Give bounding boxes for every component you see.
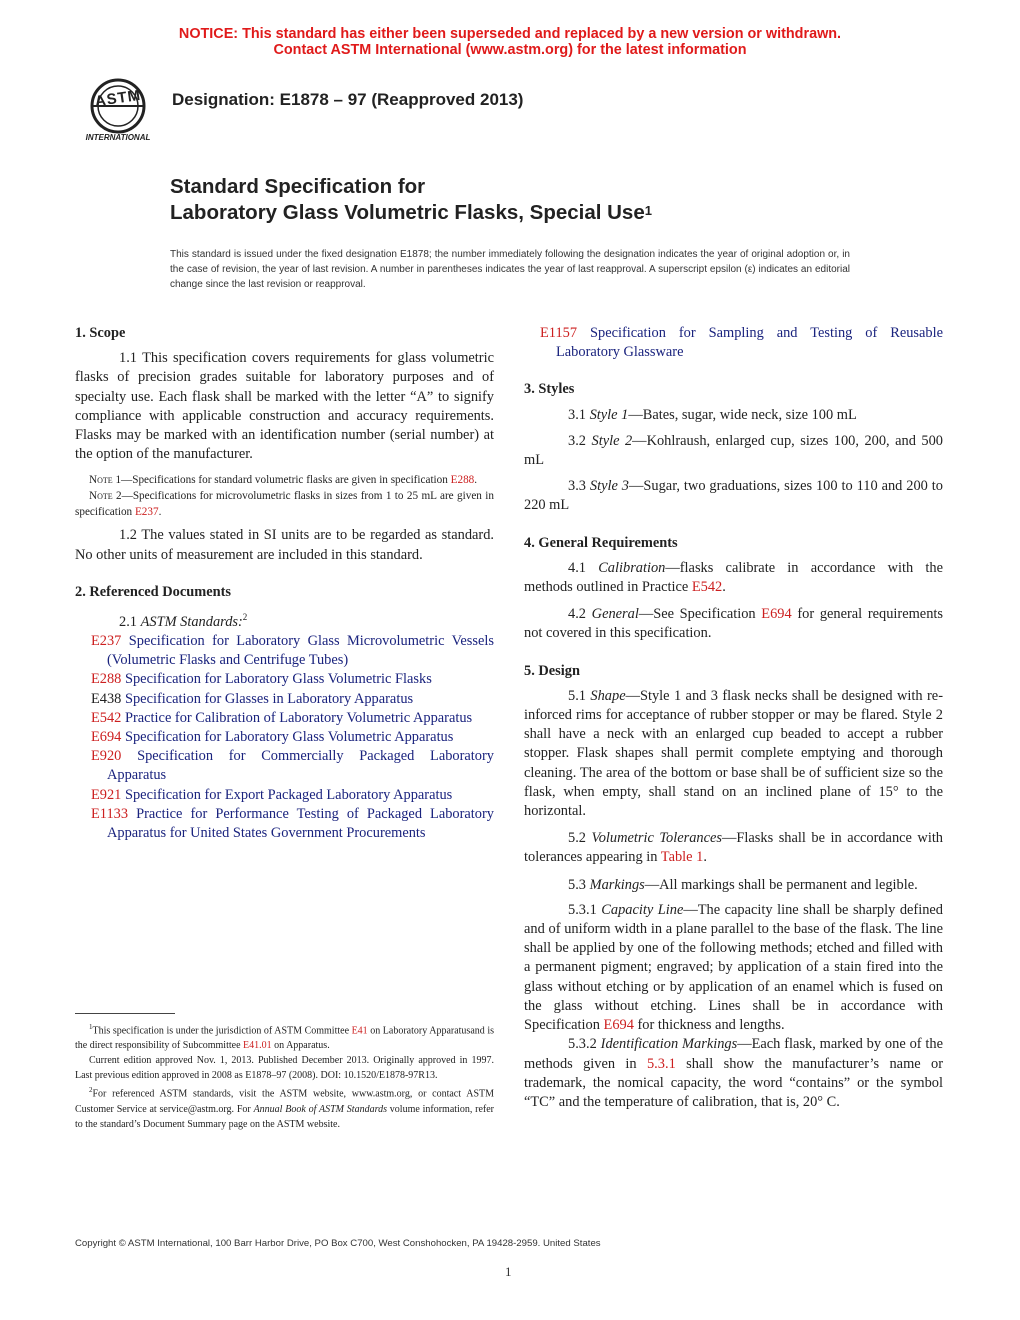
page-number: 1 [505, 1264, 512, 1279]
general-4-2: 4.2 General—See Specification E694 for general requirements not covered in this specification. [524, 606, 943, 642]
style-item [524, 432, 943, 470]
reference-item [75, 747, 494, 785]
design-5-3-2: 5.3.2 Identification Markings—Each flask, marked by one of the methods given in 5.3.1 shall show the manufacturer’s name or trademark, the nomical capacity, the word “contains” or the symbol “TC” and the temperature of calibration, that is, 20° C. [524, 1036, 943, 1110]
document-title [170, 174, 652, 226]
design-5-1: 5.1 Shape—Style 1 and 3 flask necks shall be designed with re-inforced rims for acceptance of rubber stopper or may be flared. Style 2 shall have a neck with an enlarged cup beaded to accept a rubber stopper. Flask shapes shall permit complete emptying and thorough cleaning. The area of the bottom or base shall be of sufficient size so the flask, when empty, shall stand on an inclined plane of 15° to the horizontal. [524, 687, 943, 820]
footnote-divider [75, 1013, 175, 1014]
link-e41[interactable]: E41 [351, 1025, 368, 1037]
left-column [75, 324, 494, 843]
logo-wordmark: ASTM [93, 86, 143, 111]
reference-item [75, 632, 494, 670]
reference-code-link[interactable]: E920 [91, 748, 122, 765]
reference-code-link[interactable]: E288 [91, 671, 122, 688]
general-4-1: 4.1 Calibration—flasks calibrate in accordance with the methods outlined in Practice E542. [524, 559, 943, 596]
reference-item [75, 728, 494, 747]
notice-line-1: NOTICE: This standard has either been superseded and replaced by a new version or withdrawn. [178, 26, 842, 42]
reference-list-continued [524, 324, 943, 362]
reference-code-link[interactable]: E694 [91, 729, 122, 746]
reference-title-link[interactable]: Specification for Export Packaged Laboratory Apparatus [121, 786, 453, 803]
footnote-2: $^2$For referenced ASTM standards, visit the ASTM website, www.astm.org, or contact ASTM Customer Service at service@astm.org. For Annual Book of ASTM Standards volume information, refer to the standard’s Document Summary page on the ASTM website. [75, 1086, 494, 1130]
reference-item [524, 324, 943, 362]
link-table-1[interactable]: Table 1 [660, 849, 704, 866]
reference-code-link: E438 [91, 690, 122, 707]
reference-item [75, 805, 494, 843]
link-e41-01[interactable]: E41.01 [243, 1040, 272, 1052]
copyright: Copyright © ASTM International, 100 Barr Harbor Drive, PO Box C700, West Conshohocken, PA 19428-2959. United States [75, 1238, 601, 1249]
scope-1-1: 1.1 This specification covers requirements for glass volumetric flasks of precision grades suitable for laboratory purposes and of specialty use. Each flask shall be marked with the letter “A” to signify compliance with applicable construction and accuracy requirements. Flasks may be marked with an identification number (serial number) at the option of the manufacturer. [75, 350, 494, 463]
link-e694[interactable]: E694 [761, 606, 792, 623]
style-text: —Bates, sugar, wide neck, size 100 mL [628, 406, 857, 423]
style-number: 3.3 [568, 478, 590, 495]
reference-title-link[interactable]: Specification for Laboratory Glass Volumetric Apparatus [121, 729, 454, 746]
reference-item [75, 670, 494, 689]
footnotes [75, 1020, 494, 1132]
link-e542[interactable]: E542 [691, 579, 723, 596]
title-footnote-ref[interactable]: 1 [644, 203, 652, 218]
design-heading: 5. Design [524, 662, 580, 679]
styles-heading: 3. Styles [524, 381, 575, 398]
refdocs-heading: 2. Referenced Documents [75, 583, 231, 600]
reference-item [75, 786, 494, 805]
title-line-2: Laboratory Glass Volumetric Flasks, Special Use$^1$ [170, 201, 652, 224]
right-column [524, 324, 943, 1112]
withdrawal-notice [0, 26, 1020, 58]
style-item [524, 477, 943, 515]
reference-title-link[interactable]: Specification for Laboratory Glass Microvolumetric Vessels (Volumetric Flasks and Centrifuge Tubes) [107, 633, 494, 669]
reference-title-link[interactable]: Specification for Laboratory Glass Volumetric Flasks [121, 671, 432, 688]
link-e288[interactable]: E288 [450, 474, 475, 487]
footnote-1-edition: Current edition approved Nov. 1, 2013. Published December 2013. Originally approved in 1997. Last previous edition approved in 2008 as E1878–97 (2008). DOI: 10.1520/E1878-97R13. [75, 1055, 494, 1082]
astm-logo [72, 76, 164, 146]
general-heading: 4. General Requirements [524, 534, 678, 551]
reference-code-link[interactable]: E542 [91, 709, 122, 726]
reference-item [75, 709, 494, 728]
style-text: —Kohlraush, enlarged cup, sizes 100, 200, and 500 mL [524, 432, 943, 469]
style-label: Style 2 [591, 432, 633, 449]
style-number: 3.1 [568, 406, 590, 423]
link-5-3-1[interactable]: 5.3.1 [646, 1055, 676, 1072]
reference-list [75, 632, 494, 843]
issuance-statement: This standard is issued under the fixed designation E1878; the number immediately following the designation indicates the year of original adoption or, in the case of revision, the year of last revision. A number in parentheses indicates the year of last reapproval. A superscript epsilon (ε) indicates an editorial change since the last revision or reapproval. [170, 249, 850, 290]
styles-list [524, 406, 943, 516]
reference-code-link[interactable]: E237 [91, 633, 122, 650]
reference-title-link[interactable]: Specification for Commercially Packaged Laboratory Apparatus [107, 748, 494, 784]
style-label: Style 3 [589, 478, 630, 495]
title-line-1: Standard Specification for [170, 175, 426, 198]
style-number: 3.2 [568, 432, 592, 449]
reference-code-link[interactable]: E1133 [91, 805, 129, 822]
reference-title-link[interactable]: Practice for Performance Testing of Packaged Laboratory Apparatus for United States Government Procurements [107, 805, 494, 842]
link-e237[interactable]: E237 [134, 506, 159, 519]
design-5-3: 5.3 Markings—All markings shall be permanent and legible. [568, 876, 918, 893]
style-label: Style 1 [589, 406, 629, 423]
logo-subtext: INTERNATIONAL [85, 133, 151, 142]
note-1: Note 1—Specifications for standard volumetric flasks are given in specification E288. [89, 474, 478, 487]
note-2: Note 2—Specifications for microvolumetric flasks in sizes from 1 to 25 mL are given in specification E237. [75, 490, 494, 519]
notice-line-2: Contact ASTM International (www.astm.org) for the latest information [273, 42, 747, 58]
reference-title-link[interactable]: Practice for Calibration of Laboratory Volumetric Apparatus [121, 709, 473, 726]
design-5-2: 5.2 Volumetric Tolerances—Flasks shall be in accordance with tolerances appearing in Table 1. [524, 830, 944, 866]
footnote-1: $^1$This specification is under the jurisdiction of ASTM Committee E41 on Laboratory Apparatusand is the direct responsibility of Subcommittee E41.01 on Apparatus. [75, 1023, 494, 1052]
reference-title-link[interactable]: Specification for Sampling and Testing of Reusable Laboratory Glassware [556, 325, 943, 361]
style-item [524, 406, 943, 425]
reference-item [75, 690, 494, 709]
refdocs-2-1: 2.1 ASTM Standards:$^2$ [119, 612, 248, 630]
link-e694-2[interactable]: E694 [603, 1017, 634, 1034]
reference-code-link[interactable]: E1157 [540, 325, 578, 341]
scope-heading: 1. Scope [75, 325, 126, 341]
reference-code-link[interactable]: E921 [91, 786, 122, 803]
style-text: —Sugar, two graduations, sizes 100 to 110 and 200 to 220 mL [524, 478, 943, 514]
designation: Designation: E1878 – 97 (Reapproved 2013) [172, 90, 524, 109]
scope-1-2: 1.2 The values stated in SI units are to be regarded as standard. No other units of measurement are included in this standard. [75, 527, 494, 563]
reference-title-link[interactable]: Specification for Glasses in Laboratory Apparatus [121, 690, 414, 707]
design-5-3-1: 5.3.1 Capacity Line—The capacity line shall be sharply defined and of uniform width in a plane parallel to the base of the flask. The line shall be applied by one of the following methods; etched and filled with a permanent pigment; engraved; by application of a stain fired into the glass without etching or by application of an enamel which is fused on the glass without etching. Lines shall be in accordance with Specification E694 for thickness and lengths. [524, 901, 943, 1034]
